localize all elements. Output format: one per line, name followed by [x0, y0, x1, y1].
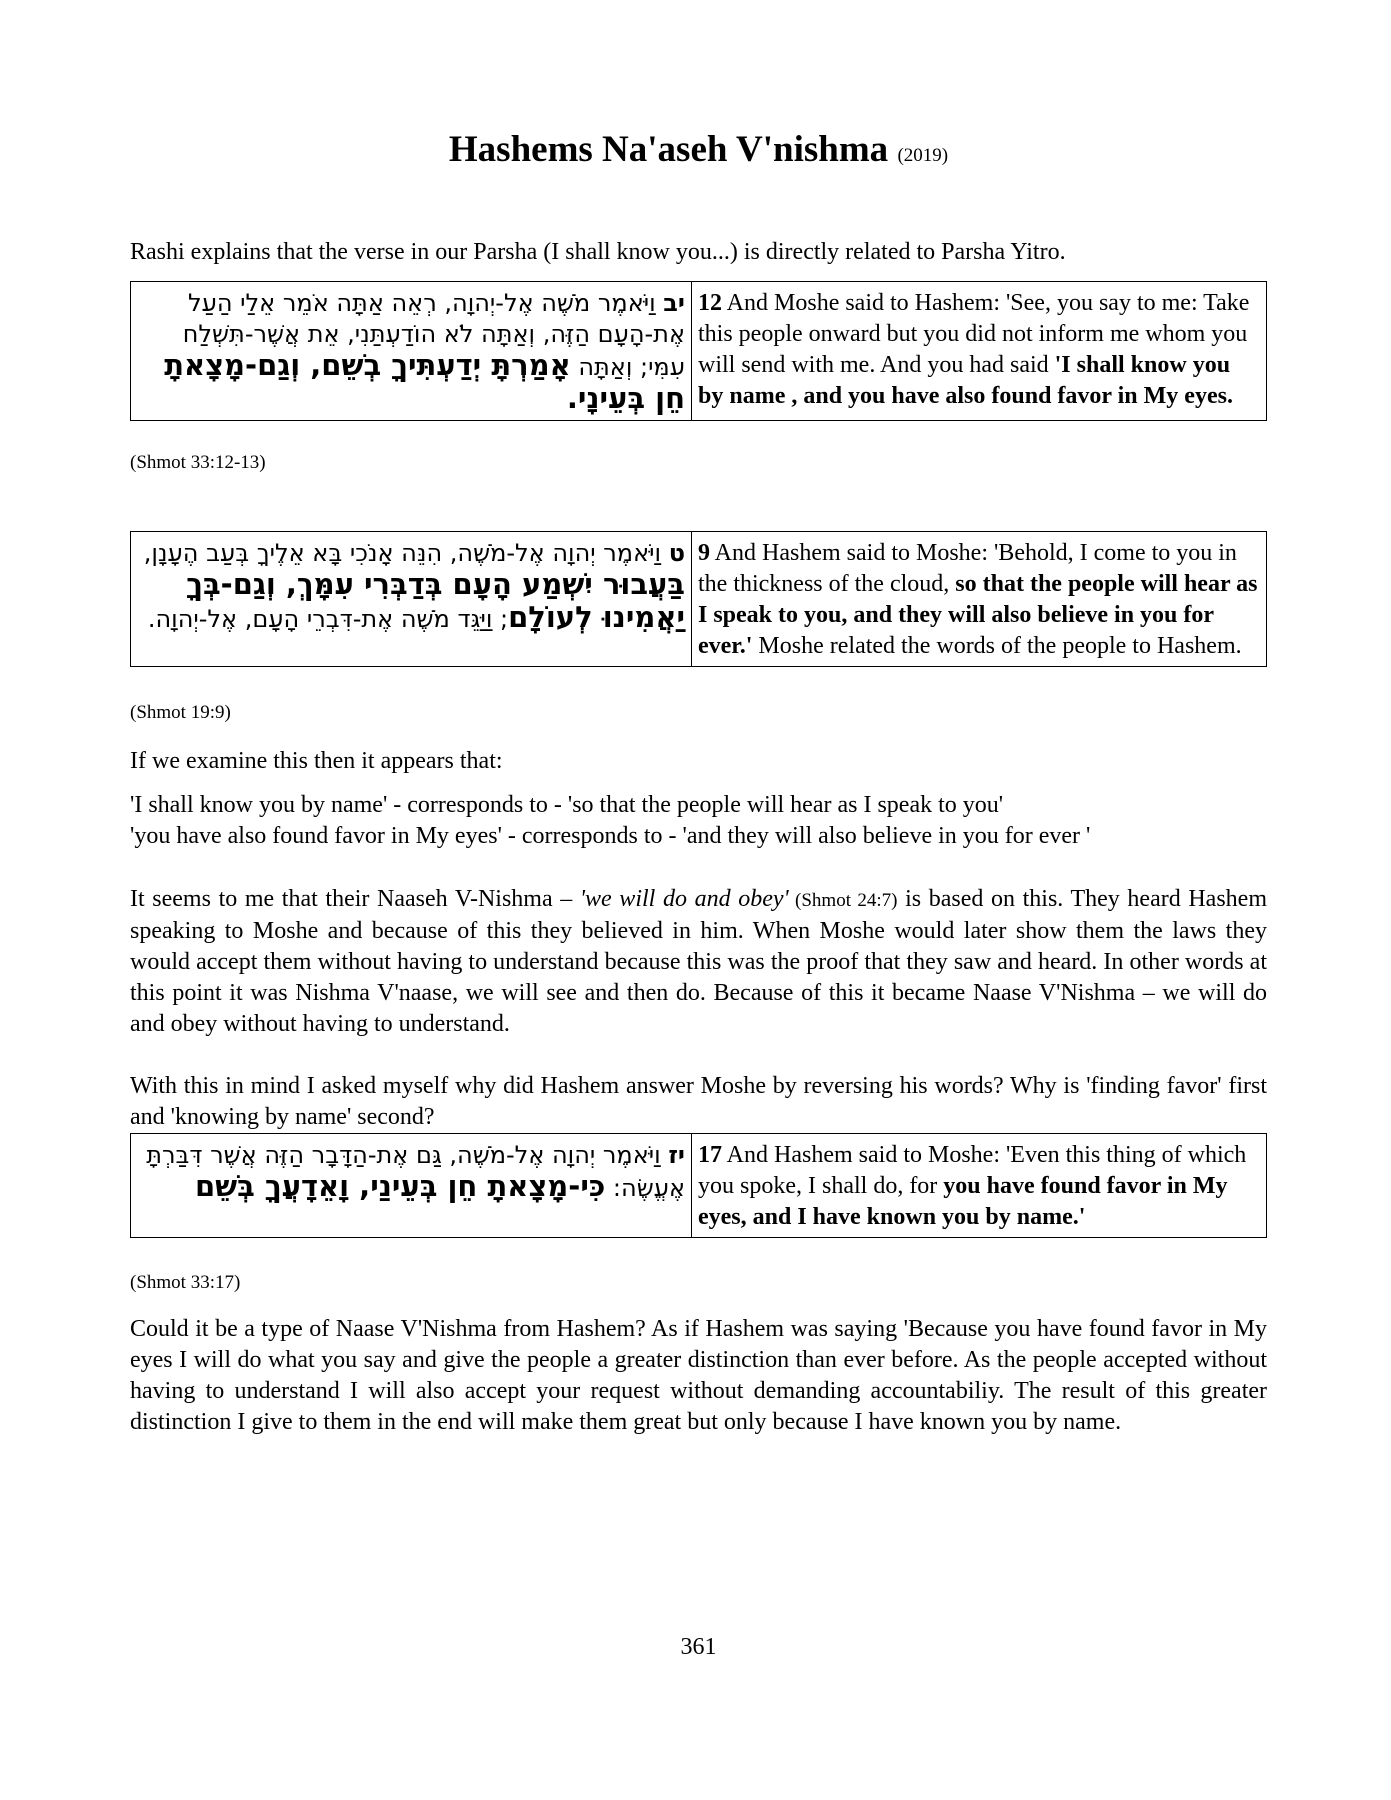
hebrew-text: וַיֹּאמֶר יְהוָה אֶל-מֹשֶׁה, הִנֵּה אָנֹכִי בָּא אֵלֶיךָ בְּעַב הֶעָנָן, — [143, 539, 669, 567]
correspondence-1: 'I shall know you by name' - corresponds to - 'so that the people will hear as I speak to you' — [130, 792, 1004, 818]
verse-table-3 — [130, 1133, 1267, 1238]
english-cell — [692, 532, 1267, 667]
verse-source-3: (Shmot 33:17) — [130, 1272, 241, 1293]
title-main: Hashems Na'aseh V'nishma — [448, 129, 889, 170]
verse-table-1 — [130, 281, 1267, 421]
intro-paragraph: Rashi explains that the verse in our Parsha (I shall know you...) is directly related to Parsha Yitro. — [130, 239, 1066, 265]
hebrew-text: וַיֹּאמֶר יְהוָה אֶל-מֹשֶׁה, גַּם אֶת-הַדָּבָר הַזֶּה אֲשֶׁר דִּבַּרְתָּ אֶעֱשֶׂה: — [146, 1141, 685, 1202]
english-verse-number: 17 — [698, 1142, 722, 1168]
english-cell — [692, 282, 1267, 421]
verse-source-2: (Shmot 19:9) — [130, 702, 231, 723]
hebrew-verse-number: יב — [663, 289, 685, 317]
hebrew-bold-text: כִּי-מָצָאתָ חֵן בְּעֵינַי, וָאֵדָעֲךָ בְּשֵׁם — [194, 1169, 606, 1203]
title-year: (2019) — [897, 145, 949, 166]
english-verse-number: 12 — [698, 290, 722, 316]
page-number: 361 — [680, 1634, 717, 1660]
hebrew-verse-number: ט — [668, 539, 685, 567]
hebrew-cell — [131, 282, 692, 421]
hebrew-verse-number: יז — [668, 1141, 685, 1169]
english-text: And Hashem said to Moshe: 'Behold, I come to you in the thickness of the cloud, — [698, 540, 1237, 597]
verse-table-2 — [130, 531, 1267, 667]
paragraph-question: With this in mind I asked myself why did Hashem answer Moshe by reversing his words? Why is 'finding favor' first and 'knowing by name' second? — [130, 1073, 1267, 1130]
english-text-end: Moshe related the words of the people to Hashem. — [752, 633, 1242, 659]
english-bold-text: you have found favor in My eyes, and I have known you by name.' — [698, 1173, 1228, 1230]
hebrew-cell — [131, 532, 692, 667]
paragraph-conclusion: Could it be a type of Naase V'Nishma from Hashem? As if Hashem was saying 'Because you have found favor in My eyes I will do what you say and give the people a greater distinction than ever before. As the people accepted without having to understand I will also accept your request without demanding accountabiliy. The result of this greater distinction I give to them in the end will make them great but only because I have known you by name. — [130, 1316, 1267, 1435]
english-bold-text: 'I shall know you by name , and you have also found favor in My eyes. — [698, 352, 1233, 409]
verse-source-1: (Shmot 33:12-13) — [130, 452, 266, 473]
english-text: And Moshe said to Hashem: 'See, you say to me: Take this people onward but you did not inform me whom you will send with me. And you had said — [698, 290, 1250, 378]
hebrew-text: וַיֹּאמֶר מֹשֶׁה אֶל-יְהוָה, רְאֵה אַתָּה אֹמֵר אֵלַי הַעַל אֶת-הָעָם הַזֶּה, וְאַתָּה לֹא הוֹדַעְתַּנִי, אֵת אֲשֶׁר-תִּשְׁלַח עִמִּי; וְאַתָּה — [182, 289, 685, 381]
english-cell — [692, 1134, 1267, 1238]
page-title — [130, 128, 1267, 171]
para-text-a: It seems to me that their Naaseh V-Nishma – — [130, 886, 580, 912]
examine-line: If we examine this then it appears that: — [130, 748, 503, 774]
para-italic-quote: 'we will do and obey' — [579, 886, 789, 912]
hebrew-bold-text: אָמַרְתָּ יְדַעְתִּיךָ בְשֵׁם, וְגַם-מָצָאתָ חֵן בְּעֵינָי. — [164, 348, 685, 415]
hebrew-text-end: ; וַיַּגֵּד מֹשֶׁה אֶת-דִּבְרֵי הָעָם, אֶל-יְהוָה. — [147, 605, 509, 633]
correspondence-2: 'you have also found favor in My eyes' - corresponds to - 'and they will also believe in you for ever ' — [130, 823, 1091, 849]
para-reference: (Shmot 24:7) — [788, 890, 898, 911]
english-verse-number: 9 — [698, 540, 710, 566]
paragraph-naaseh — [130, 884, 1267, 1040]
hebrew-cell — [131, 1134, 692, 1238]
hebrew-bold-text: בַּעֲבוּר יִשְׁמַע הָעָם בְּדַבְּרִי עִמָּךְ, וְגַם-בְּךָ יַאֲמִינוּ לְעוֹלָם — [186, 567, 685, 634]
para-text-b: is based on this. They heard Hashem speaking to Moshe and because of this they believed in him. When Moshe would later show them the laws they would accept them without having to understand because this was the proof that they saw and heard. In other words at this point it was Nishma V'naase, we will see and then do. Because of this it became Naase V'Nishma – we will do and obey without having to understand. — [130, 886, 1267, 1037]
english-bold-text: so that the people will hear as I speak to you, and they will also believe in you for ever.' — [698, 571, 1258, 659]
english-text: And Hashem said to Moshe: 'Even this thing of which you spoke, I shall do, for — [698, 1142, 1247, 1199]
